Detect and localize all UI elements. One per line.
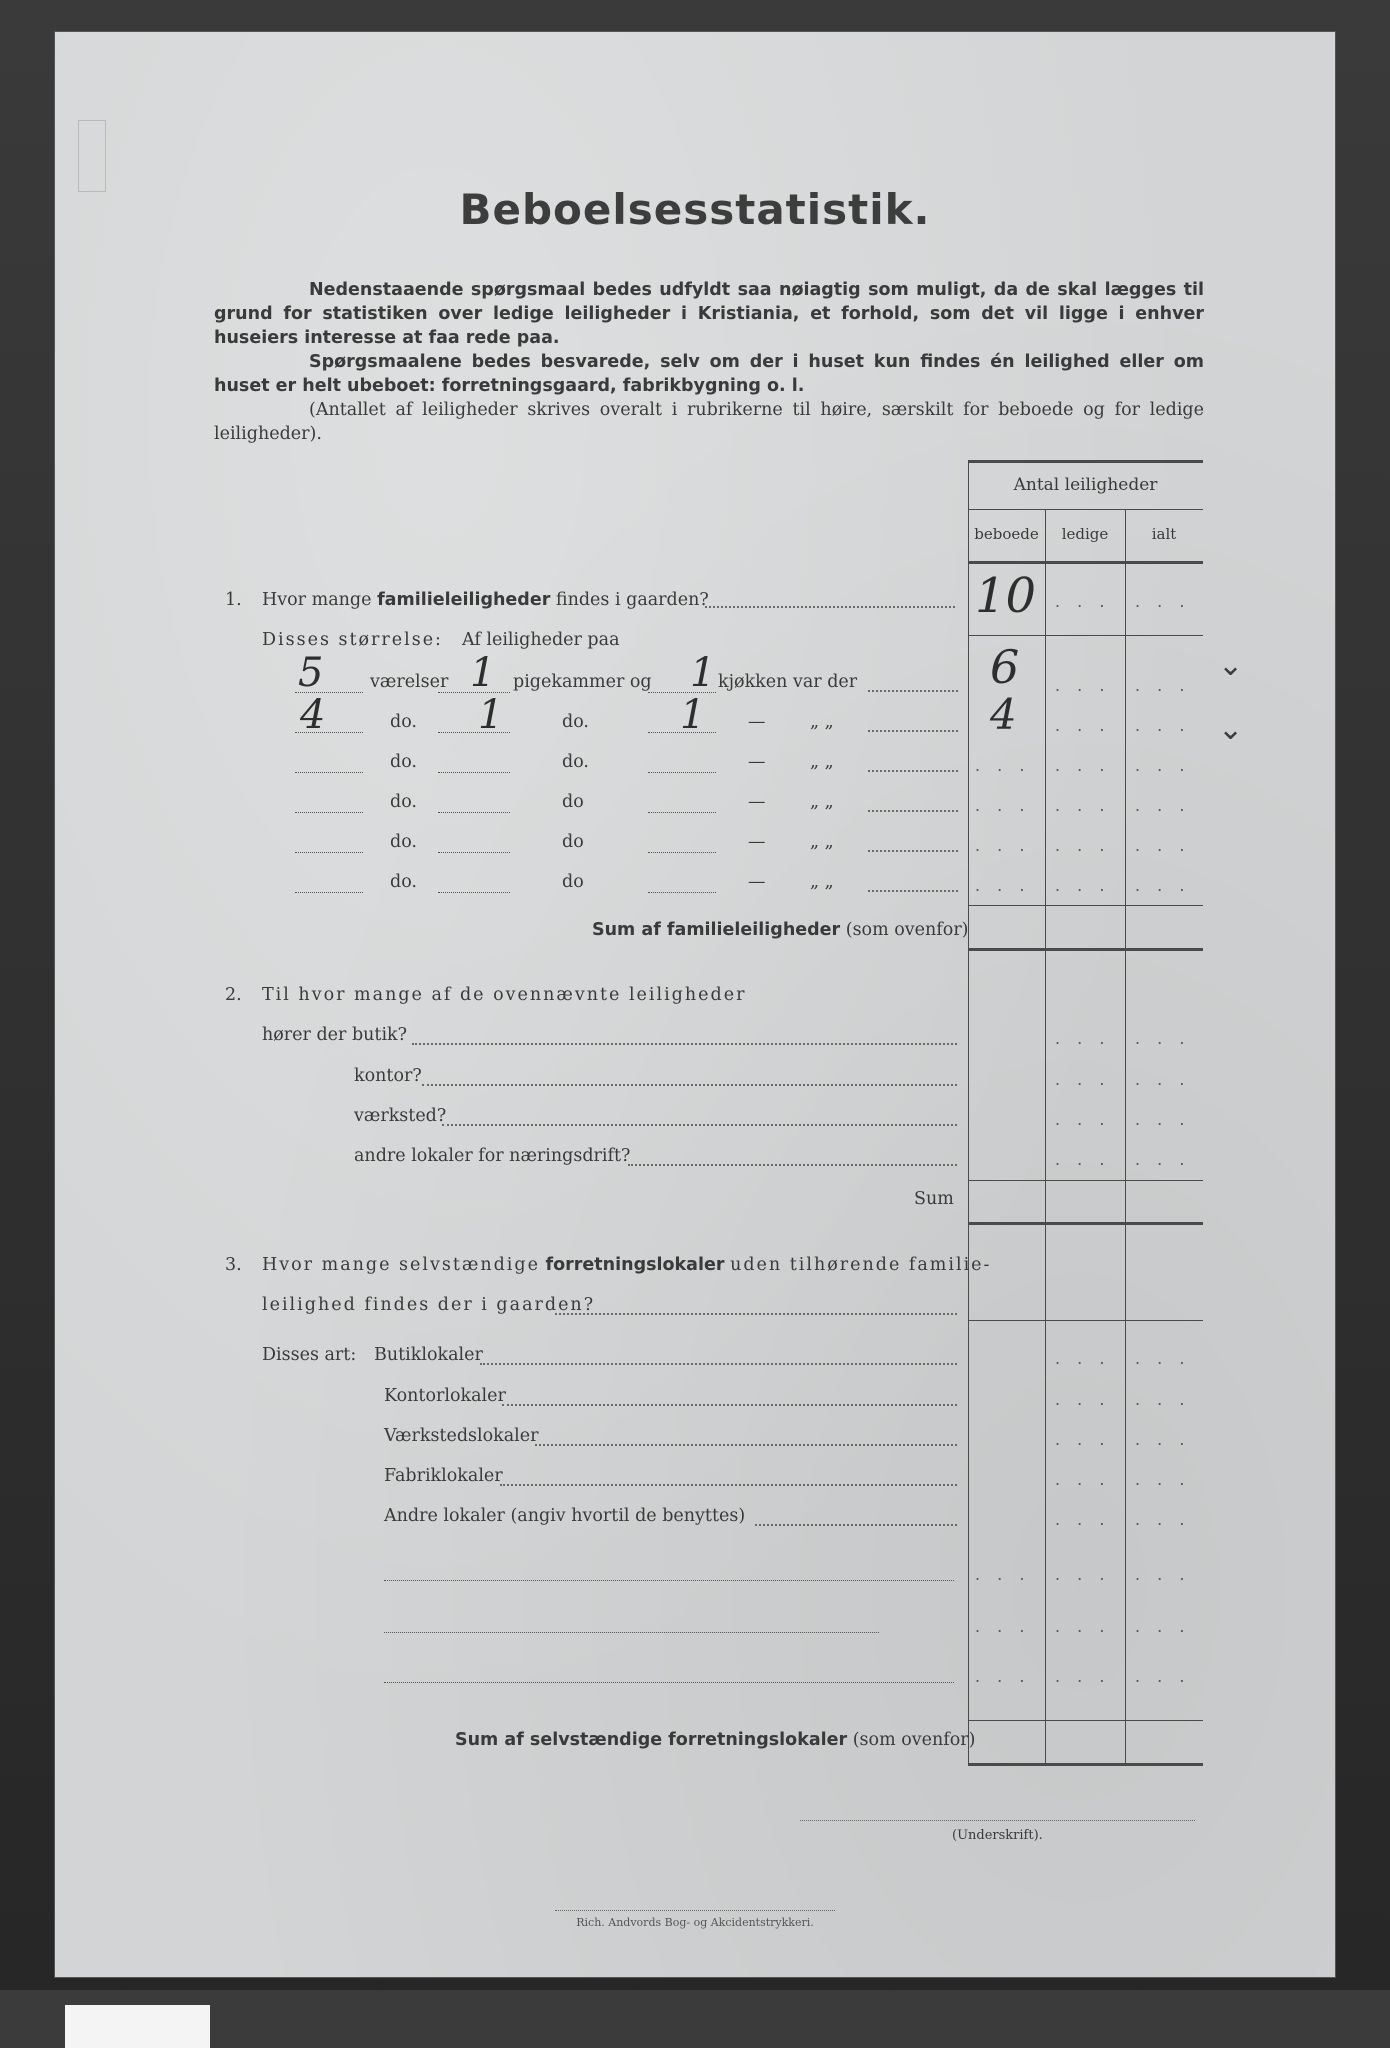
q2-andre-ialt-dots: . . . bbox=[1135, 1150, 1191, 1169]
q3-kontor-ialt-dots: . . . bbox=[1135, 1390, 1191, 1409]
row2-pige-value: 1 bbox=[478, 692, 504, 738]
q3-question-cont: leilighed findes der i gaarden? bbox=[262, 1295, 596, 1315]
q2-vaerksted-ialt-dots: . . . bbox=[1135, 1110, 1191, 1129]
q3-item-butik: Butiklokaler bbox=[374, 1345, 483, 1365]
q1-question bbox=[262, 590, 709, 610]
sum1-rule bbox=[968, 948, 1203, 951]
row6-ditto: „ „ bbox=[810, 872, 834, 892]
row5-do-1: do. bbox=[390, 832, 417, 852]
row6-pige-field[interactable] bbox=[438, 892, 510, 893]
row2-do-1: do. bbox=[390, 712, 417, 732]
col-rule-left bbox=[968, 460, 969, 1765]
row2-beboede-value[interactable]: 4 bbox=[990, 690, 1017, 739]
q2-vaerksted-leader bbox=[442, 1124, 957, 1126]
instructions bbox=[214, 278, 1204, 446]
q2-vaerksted-dots: . . . bbox=[1055, 1110, 1111, 1129]
row5-ditto: „ „ bbox=[810, 832, 834, 852]
q2-number: 2. bbox=[225, 985, 242, 1005]
col-header-ialt: ialt bbox=[1151, 525, 1177, 543]
q3-blank3-ialt-dots: . . . bbox=[1135, 1667, 1191, 1686]
row2-do-2: do. bbox=[562, 712, 589, 732]
printer-credit: Rich. Andvords Bog- og Akcidentstrykkeri. bbox=[576, 1916, 814, 1929]
q3-blank1-beboede-dots: . . . bbox=[975, 1565, 1031, 1584]
q3-vaerksted-leader bbox=[535, 1444, 957, 1446]
q3-andre-dots: . . . bbox=[1055, 1510, 1111, 1529]
q1-text-bold: familieleiligheder bbox=[377, 590, 551, 610]
q2-andre-leader bbox=[628, 1164, 957, 1166]
q2-butik-dots: . . . bbox=[1055, 1029, 1111, 1048]
margin-check-1: ⌄ bbox=[1218, 648, 1244, 683]
row3-dash: — bbox=[748, 752, 766, 772]
row1-kjokken-value: 1 bbox=[690, 650, 716, 696]
q3-question bbox=[262, 1255, 991, 1275]
q2-kontor-leader bbox=[422, 1084, 957, 1086]
q1-text-a: Hvor mange bbox=[262, 590, 372, 610]
row5-dash: — bbox=[748, 832, 766, 852]
row5-kjokken-field[interactable] bbox=[648, 852, 716, 853]
row6-dash: — bbox=[748, 872, 766, 892]
row4-beboede-dots: . . . bbox=[975, 796, 1031, 815]
q3-butik-ialt-dots: . . . bbox=[1135, 1349, 1191, 1368]
row4-ialt-dots: . . . bbox=[1135, 796, 1191, 815]
q1-sum-bold: Sum af familieleiligheder bbox=[592, 920, 841, 940]
row3-do-2: do. bbox=[562, 752, 589, 772]
q3-blank2-beboede-dots: . . . bbox=[975, 1617, 1031, 1636]
q2-butik-leader bbox=[412, 1043, 957, 1045]
table-top-rule bbox=[968, 460, 1203, 463]
q3-blank3-beboede-dots: . . . bbox=[975, 1667, 1031, 1686]
instruction-paragraph-2: Spørgsmaalene bedes besvarede, selv om der i huset kun findes én leilighed eller om huset er helt ubeboet: forretningsgaard, fabrikbygning o. l. bbox=[214, 352, 1204, 396]
row1-beboede-value[interactable]: 6 bbox=[990, 640, 1020, 694]
q3-blank2-ialt-dots: . . . bbox=[1135, 1617, 1191, 1636]
q2-vaerksted: værksted? bbox=[354, 1106, 447, 1126]
row3-ditto: „ „ bbox=[810, 752, 834, 772]
scan-white-patch bbox=[65, 2005, 210, 2048]
col-rule-2 bbox=[1125, 510, 1126, 1765]
group-header-rule bbox=[968, 509, 1203, 510]
q3-leader bbox=[555, 1313, 957, 1315]
q3-text-b: uden tilhørende familie- bbox=[730, 1255, 992, 1275]
q1-sum-label bbox=[592, 920, 969, 940]
col-header-beboede: beboede bbox=[974, 525, 1039, 543]
signature-line[interactable] bbox=[800, 1820, 1195, 1821]
q3-rule bbox=[968, 1320, 1203, 1321]
q2-sum: Sum bbox=[914, 1189, 954, 1209]
q3-blank2-ledige-dots: . . . bbox=[1055, 1617, 1111, 1636]
q3-art-label: Disses art: bbox=[262, 1345, 357, 1365]
row2-vaerelser-value: 4 bbox=[300, 692, 326, 738]
row3-pige-field[interactable] bbox=[438, 772, 510, 773]
margin-check-2: ⌄ bbox=[1218, 712, 1244, 747]
row4-pige-field[interactable] bbox=[438, 812, 510, 813]
row6-beboede-dots: . . . bbox=[975, 876, 1031, 895]
q3-sum-label bbox=[455, 1730, 976, 1750]
q1-text-b: findes i gaarden? bbox=[555, 590, 709, 610]
q3-item-vaerksted: Værkstedslokaler bbox=[384, 1426, 539, 1446]
row4-do-1: do. bbox=[390, 792, 417, 812]
row3-vaerelser-field[interactable] bbox=[295, 772, 363, 773]
table-group-header: Antal leiligheder bbox=[1013, 475, 1158, 495]
row2-dash: — bbox=[748, 712, 766, 732]
q3-kontor-leader bbox=[502, 1404, 957, 1406]
q2-andre: andre lokaler for næringsdrift? bbox=[354, 1146, 631, 1166]
row4-ditto: „ „ bbox=[810, 792, 834, 812]
row3-leader bbox=[868, 770, 958, 772]
row2-leader bbox=[868, 730, 958, 732]
row1-vaerelser-label: værelser bbox=[370, 672, 449, 692]
q3-andre-leader bbox=[755, 1524, 957, 1526]
row4-ledige-dots: . . . bbox=[1055, 796, 1111, 815]
q3-blank1-ialt-dots: . . . bbox=[1135, 1565, 1191, 1584]
q3-text-bold: forretningslokaler bbox=[545, 1255, 725, 1275]
q3-vaerksted-ialt-dots: . . . bbox=[1135, 1430, 1191, 1449]
sizes-bottom-rule bbox=[968, 905, 1203, 906]
row1-ledige-dots: . . . bbox=[1055, 676, 1111, 695]
q2-butik-ialt-dots: . . . bbox=[1135, 1029, 1191, 1048]
col-header-ledige: ledige bbox=[1061, 525, 1109, 543]
q3-sum-tail: (som ovenfor) bbox=[852, 1730, 976, 1750]
row4-dash: — bbox=[748, 792, 766, 812]
q1-ialt-dots: . . . bbox=[1135, 592, 1191, 611]
row2-kjokken-value: 1 bbox=[680, 692, 706, 738]
header-bottom-rule bbox=[968, 561, 1203, 564]
sum2-rule bbox=[968, 1222, 1203, 1225]
row1-pige-label: pigekammer og bbox=[513, 672, 652, 692]
row3-do-1: do. bbox=[390, 752, 417, 772]
q1-ledige-dots: . . . bbox=[1055, 592, 1111, 611]
row5-do-2: do bbox=[562, 832, 584, 852]
q3-text-a: Hvor mange selvstændige bbox=[262, 1255, 540, 1275]
row1-pige-value: 1 bbox=[470, 650, 496, 696]
row4-leader bbox=[868, 810, 958, 812]
q3-blank3-ledige-dots: . . . bbox=[1055, 1667, 1111, 1686]
q3-andre-ialt-dots: . . . bbox=[1135, 1510, 1191, 1529]
q3-sum-bold: Sum af selvstændige forretningslokaler bbox=[455, 1730, 848, 1750]
q3-items-bottom-rule bbox=[968, 1720, 1203, 1721]
row2-ledige-dots: . . . bbox=[1055, 716, 1111, 735]
q1-sizes-label: Disses størrelse: bbox=[262, 630, 443, 650]
row5-ledige-dots: . . . bbox=[1055, 836, 1111, 855]
row3-beboede-dots: . . . bbox=[975, 756, 1031, 775]
row1-kjokken-label: kjøkken var der bbox=[718, 672, 858, 692]
q2-kontor-dots: . . . bbox=[1055, 1070, 1111, 1089]
q3-vaerksted-dots: . . . bbox=[1055, 1430, 1111, 1449]
instruction-paragraph-3: (Antallet af leiligheder skrives overalt i rubrikerne til høire, særskilt for beboede og for ledige leiligheder). bbox=[214, 400, 1204, 444]
row6-ledige-dots: . . . bbox=[1055, 876, 1111, 895]
row3-kjokken-field[interactable] bbox=[648, 772, 716, 773]
q2-kontor-ialt-dots: . . . bbox=[1135, 1070, 1191, 1089]
row5-ialt-dots: . . . bbox=[1135, 836, 1191, 855]
row4-kjokken-field[interactable] bbox=[648, 812, 716, 813]
q2-question: Til hvor mange af de ovennævnte leiligheder bbox=[262, 985, 747, 1005]
q2-bottom-rule bbox=[968, 1180, 1203, 1181]
row5-vaerelser-field[interactable] bbox=[295, 852, 363, 853]
q3-item-kontor: Kontorlokaler bbox=[384, 1386, 506, 1406]
row4-vaerelser-field[interactable] bbox=[295, 812, 363, 813]
q3-fabrik-dots: . . . bbox=[1055, 1470, 1111, 1489]
q3-fabrik-leader bbox=[500, 1484, 957, 1486]
q3-butik-leader bbox=[480, 1363, 957, 1365]
col-rule-1 bbox=[1045, 510, 1046, 1765]
q3-item-andre: Andre lokaler (angiv hvortil de benyttes) bbox=[384, 1506, 746, 1526]
row6-leader bbox=[868, 890, 958, 892]
form-title: Beboelsesstatistik. bbox=[459, 185, 931, 234]
row6-kjokken-field[interactable] bbox=[648, 892, 716, 893]
row1-ialt-dots: . . . bbox=[1135, 676, 1191, 695]
printer-rule bbox=[555, 1910, 835, 1911]
row2-ialt-dots: . . . bbox=[1135, 716, 1191, 735]
sum3-rule bbox=[968, 1763, 1203, 1766]
signature-label: (Underskrift). bbox=[952, 1828, 1043, 1843]
instruction-paragraph-1: Nedenstaaende spørgsmaal bedes udfyldt saa nøiagtig som muligt, da de skal lægges til grund for statistiken over ledige leiligheder i Kristiania, et forhold, som det vil ligge i enhver huseiers interesse at faa rede paa. bbox=[214, 280, 1204, 348]
q1-sum-tail: (som ovenfor) bbox=[845, 920, 969, 940]
q2-butik: hører der butik? bbox=[262, 1025, 408, 1045]
row6-ialt-dots: . . . bbox=[1135, 876, 1191, 895]
q3-blank-line-2[interactable] bbox=[384, 1632, 879, 1633]
row1-vaerelser-value: 5 bbox=[298, 650, 324, 696]
row6-do-2: do bbox=[562, 872, 584, 892]
q1-rule bbox=[968, 635, 1203, 636]
row2-ditto: „ „ bbox=[810, 712, 834, 732]
q1-answer-beboede[interactable]: 10 bbox=[975, 568, 1037, 624]
row5-pige-field[interactable] bbox=[438, 852, 510, 853]
q3-item-fabrik: Fabriklokaler bbox=[384, 1466, 503, 1486]
row3-ialt-dots: . . . bbox=[1135, 756, 1191, 775]
q3-fabrik-ialt-dots: . . . bbox=[1135, 1470, 1191, 1489]
q3-blank-line-3[interactable] bbox=[384, 1682, 954, 1683]
q3-blank1-ledige-dots: . . . bbox=[1055, 1565, 1111, 1584]
q3-butik-dots: . . . bbox=[1055, 1349, 1111, 1368]
q3-number: 3. bbox=[225, 1255, 242, 1275]
q1-sizes-label-b: Af leiligheder paa bbox=[462, 630, 620, 650]
q3-blank-line-1[interactable] bbox=[384, 1580, 954, 1581]
row6-vaerelser-field[interactable] bbox=[295, 892, 363, 893]
q3-kontor-dots: . . . bbox=[1055, 1390, 1111, 1409]
q1-leader bbox=[705, 606, 955, 608]
archive-stamp bbox=[78, 120, 106, 192]
row3-ledige-dots: . . . bbox=[1055, 756, 1111, 775]
row6-do-1: do. bbox=[390, 872, 417, 892]
row5-leader bbox=[868, 850, 958, 852]
q2-andre-dots: . . . bbox=[1055, 1150, 1111, 1169]
q1-number: 1. bbox=[225, 590, 242, 610]
row4-do-2: do bbox=[562, 792, 584, 812]
row1-leader bbox=[868, 690, 958, 692]
row5-beboede-dots: . . . bbox=[975, 836, 1031, 855]
q2-kontor: kontor? bbox=[354, 1066, 422, 1086]
